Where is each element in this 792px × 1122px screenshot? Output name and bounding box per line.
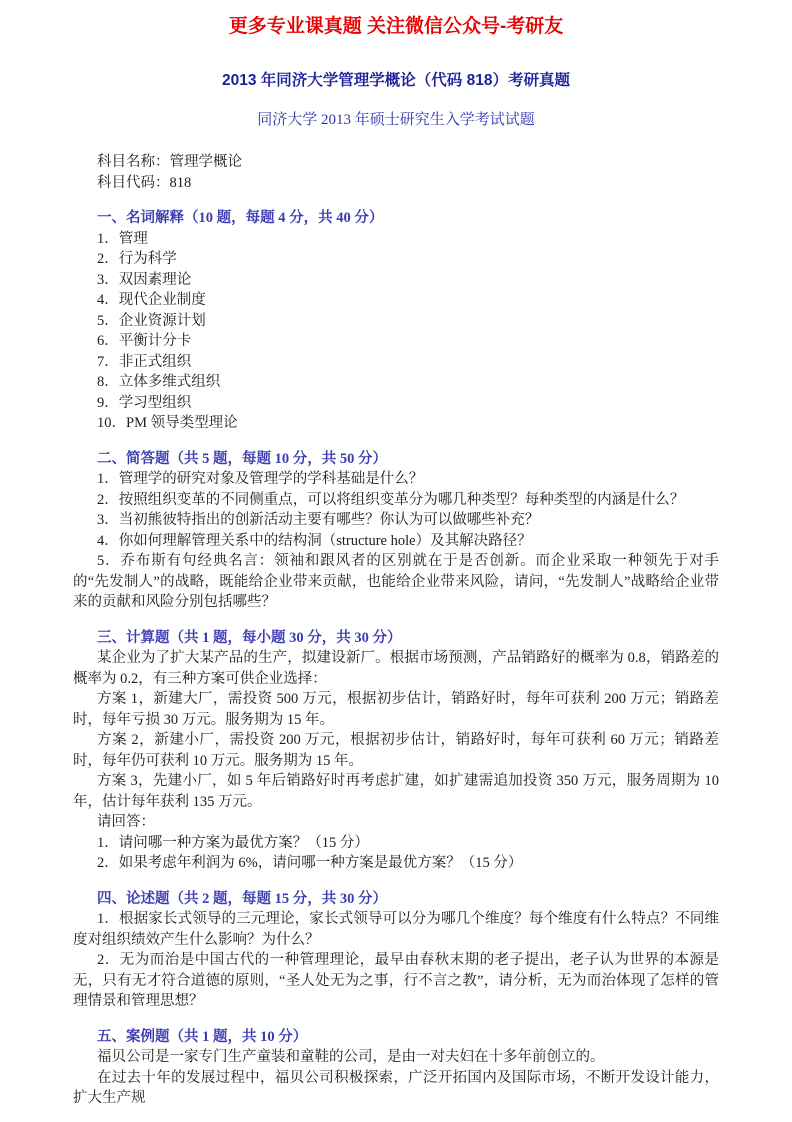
- exam-subtitle: 同济大学 2013 年硕士研究生入学考试试题: [257, 112, 535, 128]
- exam-section: [73, 208, 719, 434]
- question-line: 3．双因素理论: [97, 271, 192, 288]
- exam-section: [73, 628, 719, 874]
- question-line: 5．乔布斯有句经典名言：领袖和跟风者的区别就在于是否创新。而企业采取一种领先于对手的“先发制人”的战略，既能给企业带来贡献，也能给企业带来风险，请问，“先发制人”战略给企业带来的贡献和风险分别包括哪些？: [73, 553, 719, 610]
- question-line: 2．行为科学: [97, 251, 177, 267]
- exam-section: [73, 1027, 719, 1109]
- question-line: 6．平衡计分卡: [97, 333, 192, 349]
- section-heading: 五、案例题（共 1 题，共 10 分）: [97, 1028, 308, 1045]
- question-line: 9．学习型组织: [97, 394, 192, 411]
- exam-section: [73, 889, 719, 1012]
- section-heading: 四、论述题（共 2 题，每题 15 分，共 30 分）: [97, 890, 387, 907]
- question-line: 方案 3，先建小厂，如 5 年后销路好时再考虑扩建，如扩建需追加投资 350 万元，服务周期为 10 年，估计每年获利 135 万元。: [73, 773, 719, 810]
- question-line: 4．你如何理解管理关系中的结构洞（structure hole）及其解决路径？: [97, 532, 532, 549]
- question-line: 福贝公司是一家专门生产童装和童鞋的公司，是由一对夫妇在十多年前创立的。: [97, 1049, 605, 1065]
- question-line: 5．企业资源计划: [97, 312, 206, 329]
- question-line: 10．PM 领导类型理论: [97, 415, 238, 431]
- section-heading: 三、计算题（共 1 题，每小题 30 分，共 30 分）: [97, 629, 402, 646]
- question-line: 3．当初熊彼特指出的创新活动主要有哪些？你认为可以做哪些补充？: [97, 512, 540, 528]
- question-line: 在过去十年的发展过程中，福贝公司积极探索，广泛开拓国内及国际市场，不断开发设计能力，扩大生产规: [73, 1069, 719, 1106]
- subject-name: 科目名称：管理学概论: [97, 154, 242, 170]
- question-line: 1．根据家长式领导的三元理论，家长式领导可以分为哪几个维度？每个维度有什么特点？不同维度对组织绩效产生什么影响？为什么？: [73, 911, 719, 948]
- question-line: 方案 2，新建小厂，需投资 200 万元，根据初步估计，销路好时，每年可获利 60 万元；销路差时，每年仍可获利 10 万元。服务期为 15 年。: [73, 732, 719, 769]
- page-title: 2013 年同济大学管理学概论（代码 818）考研真题: [222, 72, 570, 89]
- question-line: 4．现代企业制度: [97, 292, 206, 308]
- question-line: 请回答：: [97, 814, 155, 830]
- question-line: 某企业为了扩大某产品的生产，拟建设新厂。根据市场预测，产品销路好的概率为 0.8，销路差的概率为 0.2，有三种方案可供企业选择：: [73, 650, 719, 687]
- exam-section: [73, 449, 719, 613]
- question-line: 8．立体多维式组织: [97, 374, 221, 390]
- question-line: 1．管理: [97, 230, 148, 247]
- section-heading: 二、简答题（共 5 题，每题 10 分，共 50 分）: [97, 450, 387, 467]
- promo-banner: 更多专业课真题 关注微信公众号-考研友: [228, 16, 564, 37]
- question-line: 7．非正式组织: [97, 353, 192, 370]
- question-line: 方案 1，新建大厂，需投资 500 万元，根据初步估计，销路好时，每年可获利 200 万元；销路差时，每年亏损 30 万元。服务期为 15 年。: [73, 691, 719, 728]
- question-line: 2．无为而治是中国古代的一种管理理论，最早由春秋末期的老子提出，老子认为世界的本源是无，只有无才符合道德的原则，“圣人处无为之事，行不言之教”，请分析，无为而治体现了怎样的管理情景和管理思想？: [73, 952, 719, 1009]
- question-line: 2．按照组织变革的不同侧重点，可以将组织变革分为哪几种类型？每种类型的内涵是什么？: [97, 491, 685, 508]
- sections-container: [73, 208, 719, 1109]
- question-line: 1．请问哪一种方案为最优方案？（15 分）: [97, 834, 369, 851]
- question-line: 1．管理学的研究对象及管理学的学科基础是什么？: [97, 471, 424, 487]
- subject-meta: [73, 152, 719, 193]
- question-line: 2．如果考虑年利润为 6%，请问哪一种方案是最优方案？（15 分）: [97, 855, 523, 871]
- subject-code: 科目代码：818: [97, 174, 192, 191]
- section-heading: 一、名词解释（10 题，每题 4 分，共 40 分）: [97, 210, 384, 226]
